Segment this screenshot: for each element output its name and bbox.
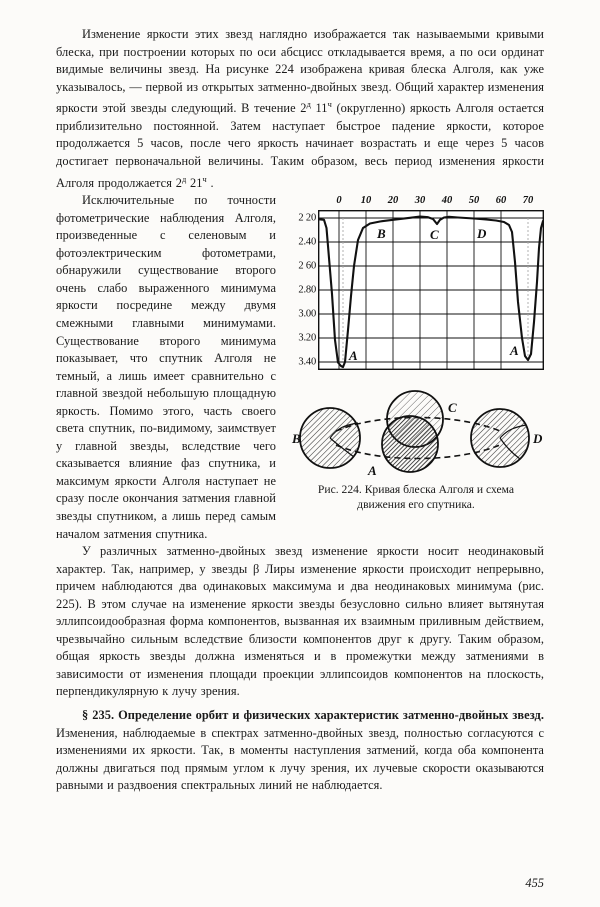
schematic-star-B bbox=[300, 408, 360, 468]
y-tick-340: 3.40 bbox=[298, 356, 316, 368]
schematic-label-B: B bbox=[292, 431, 301, 447]
paragraph-1: Изменение яркости этих звезд наглядно изображается так называемыми кривыми блеска, при построении которых по оси абсцисс откладывается время, а по оси ординат видимые величины звезд. На рисунке 224 изображена кривая блеска Алголя, как уже указывалось, — первой из открытых затменно-двойных звезд. Общий характер изменения яркости этой звезды следующий. В течение $2^д$ $11^ч$ (округленно) яркость Алголя остается приблизительно постоянной. Затем наступает быстрое падение яркости, которое продолжается 5 часов, после чего яркость начинает возрастать и еще через 5 часов достигает первоначальной величины. Таким образом, весь период изменения яркости Алголя продолжается $2^д$ $21^ч$ . bbox=[56, 27, 545, 190]
schematic-label-A: A bbox=[368, 463, 377, 479]
figure-224 bbox=[288, 195, 544, 512]
orbit-schematic-svg bbox=[288, 387, 544, 479]
schematic-label-D: D bbox=[533, 431, 543, 447]
x-tick-20: 20 bbox=[387, 195, 399, 207]
chart-y-axis-labels bbox=[288, 210, 318, 375]
schematic-star-A bbox=[382, 416, 438, 472]
schematic-star-D bbox=[471, 409, 529, 467]
y-tick-300: 3.00 bbox=[298, 308, 316, 320]
x-tick-30: 30 bbox=[414, 195, 426, 207]
y-tick-220: 2 20 bbox=[298, 212, 316, 224]
chart-label-B: B bbox=[377, 226, 386, 242]
figure-caption bbox=[288, 483, 544, 512]
figure-caption-line-1: Рис. 224. Кривая блеска Алголя и схема bbox=[317, 483, 515, 497]
section-235-body: Изменения, наблюдаемые в спектрах затменно-двойных звезд, полностью согласуются с изменениями их яркости. Так, в моменты наступления затмений, когда оба компонента должны двигаться под прямым углом к лучу зрения, их лучевые скорости оказываются равными и раздвоения спектральных линий не наблюдается. bbox=[56, 725, 544, 793]
chart-x-axis-labels bbox=[318, 195, 544, 210]
section-235-title: § 235. Определение орбит и физических характеристик затменно-двойных звезд. bbox=[82, 708, 544, 723]
chart-svg bbox=[318, 210, 544, 370]
paragraph-3: У различных затменно-двойных звезд изменение яркости носит неодинаковый характер. Так, например, у звезды β Лиры изменение яркости происходит непрерывно, причем наблюдаются два одинаковых максимума и два неодинаковых минимума (рис. 225). В этом случае на изменение яркости звезды безусловно сильно влияет вытянутая эллипсоидообразная форма компонентов, вызванная их взаимным приливным действием, чрезвычайно сильным вследствие близости компонентов друг к другу. Таким образом, общая яркость звезды должна изменяться и в промежутки между затмениями в зависимости от изменения площади проекции эллипсоидов компонентов на плоскость, перпендикулярную к лучу зрения. bbox=[56, 544, 544, 699]
chart-label-C: C bbox=[430, 227, 439, 243]
x-tick-50: 50 bbox=[468, 195, 480, 207]
chart-plot-area bbox=[318, 210, 544, 370]
chart-label-D: D bbox=[477, 226, 487, 242]
x-tick-10: 10 bbox=[360, 195, 372, 207]
x-tick-70: 70 bbox=[522, 195, 534, 207]
orbit-schematic bbox=[288, 387, 544, 479]
x-tick-40: 40 bbox=[441, 195, 453, 207]
x-tick-0: 0 bbox=[336, 195, 342, 207]
y-tick-280: 2.80 bbox=[298, 284, 316, 296]
paragraph-2: Исключительные по точности фотометрические наблюдения Алголя, произведенные с селеновым и фотоэлектрическим фотометрами, обнаружили существование второго очень слабо выраженного минимума яркости посредине между двумя смежными главными минимумами. Существование второго минимума показывает, что спутник Алголя не темный, а лишь имеет сравнительно с главной звездой небольшую площадную яркость. Помимо этого, часть своего света спутник, по-видимому, заимствует у главной звезды, вследствие чего сказывается влияние фаз спутника, и максимум яркости Алголя наступает не сразу после окончания затмения главной звезды спутником, а лишь перед самым началом затмения спутника. bbox=[56, 193, 276, 541]
chart-label-A-right: A bbox=[510, 343, 519, 359]
y-tick-240: 2.40 bbox=[298, 236, 316, 248]
schematic-label-C: C bbox=[448, 400, 457, 416]
page-number: 455 bbox=[525, 876, 544, 890]
y-tick-260: 2 60 bbox=[298, 260, 316, 272]
light-curve-chart bbox=[288, 195, 544, 385]
chart-label-A-left: A bbox=[349, 348, 358, 364]
figure-caption-line-2: движения его спутника. bbox=[357, 497, 475, 511]
section-235 bbox=[56, 707, 544, 795]
page-content bbox=[56, 26, 544, 795]
x-tick-60: 60 bbox=[495, 195, 507, 207]
y-tick-320: 3.20 bbox=[298, 332, 316, 344]
